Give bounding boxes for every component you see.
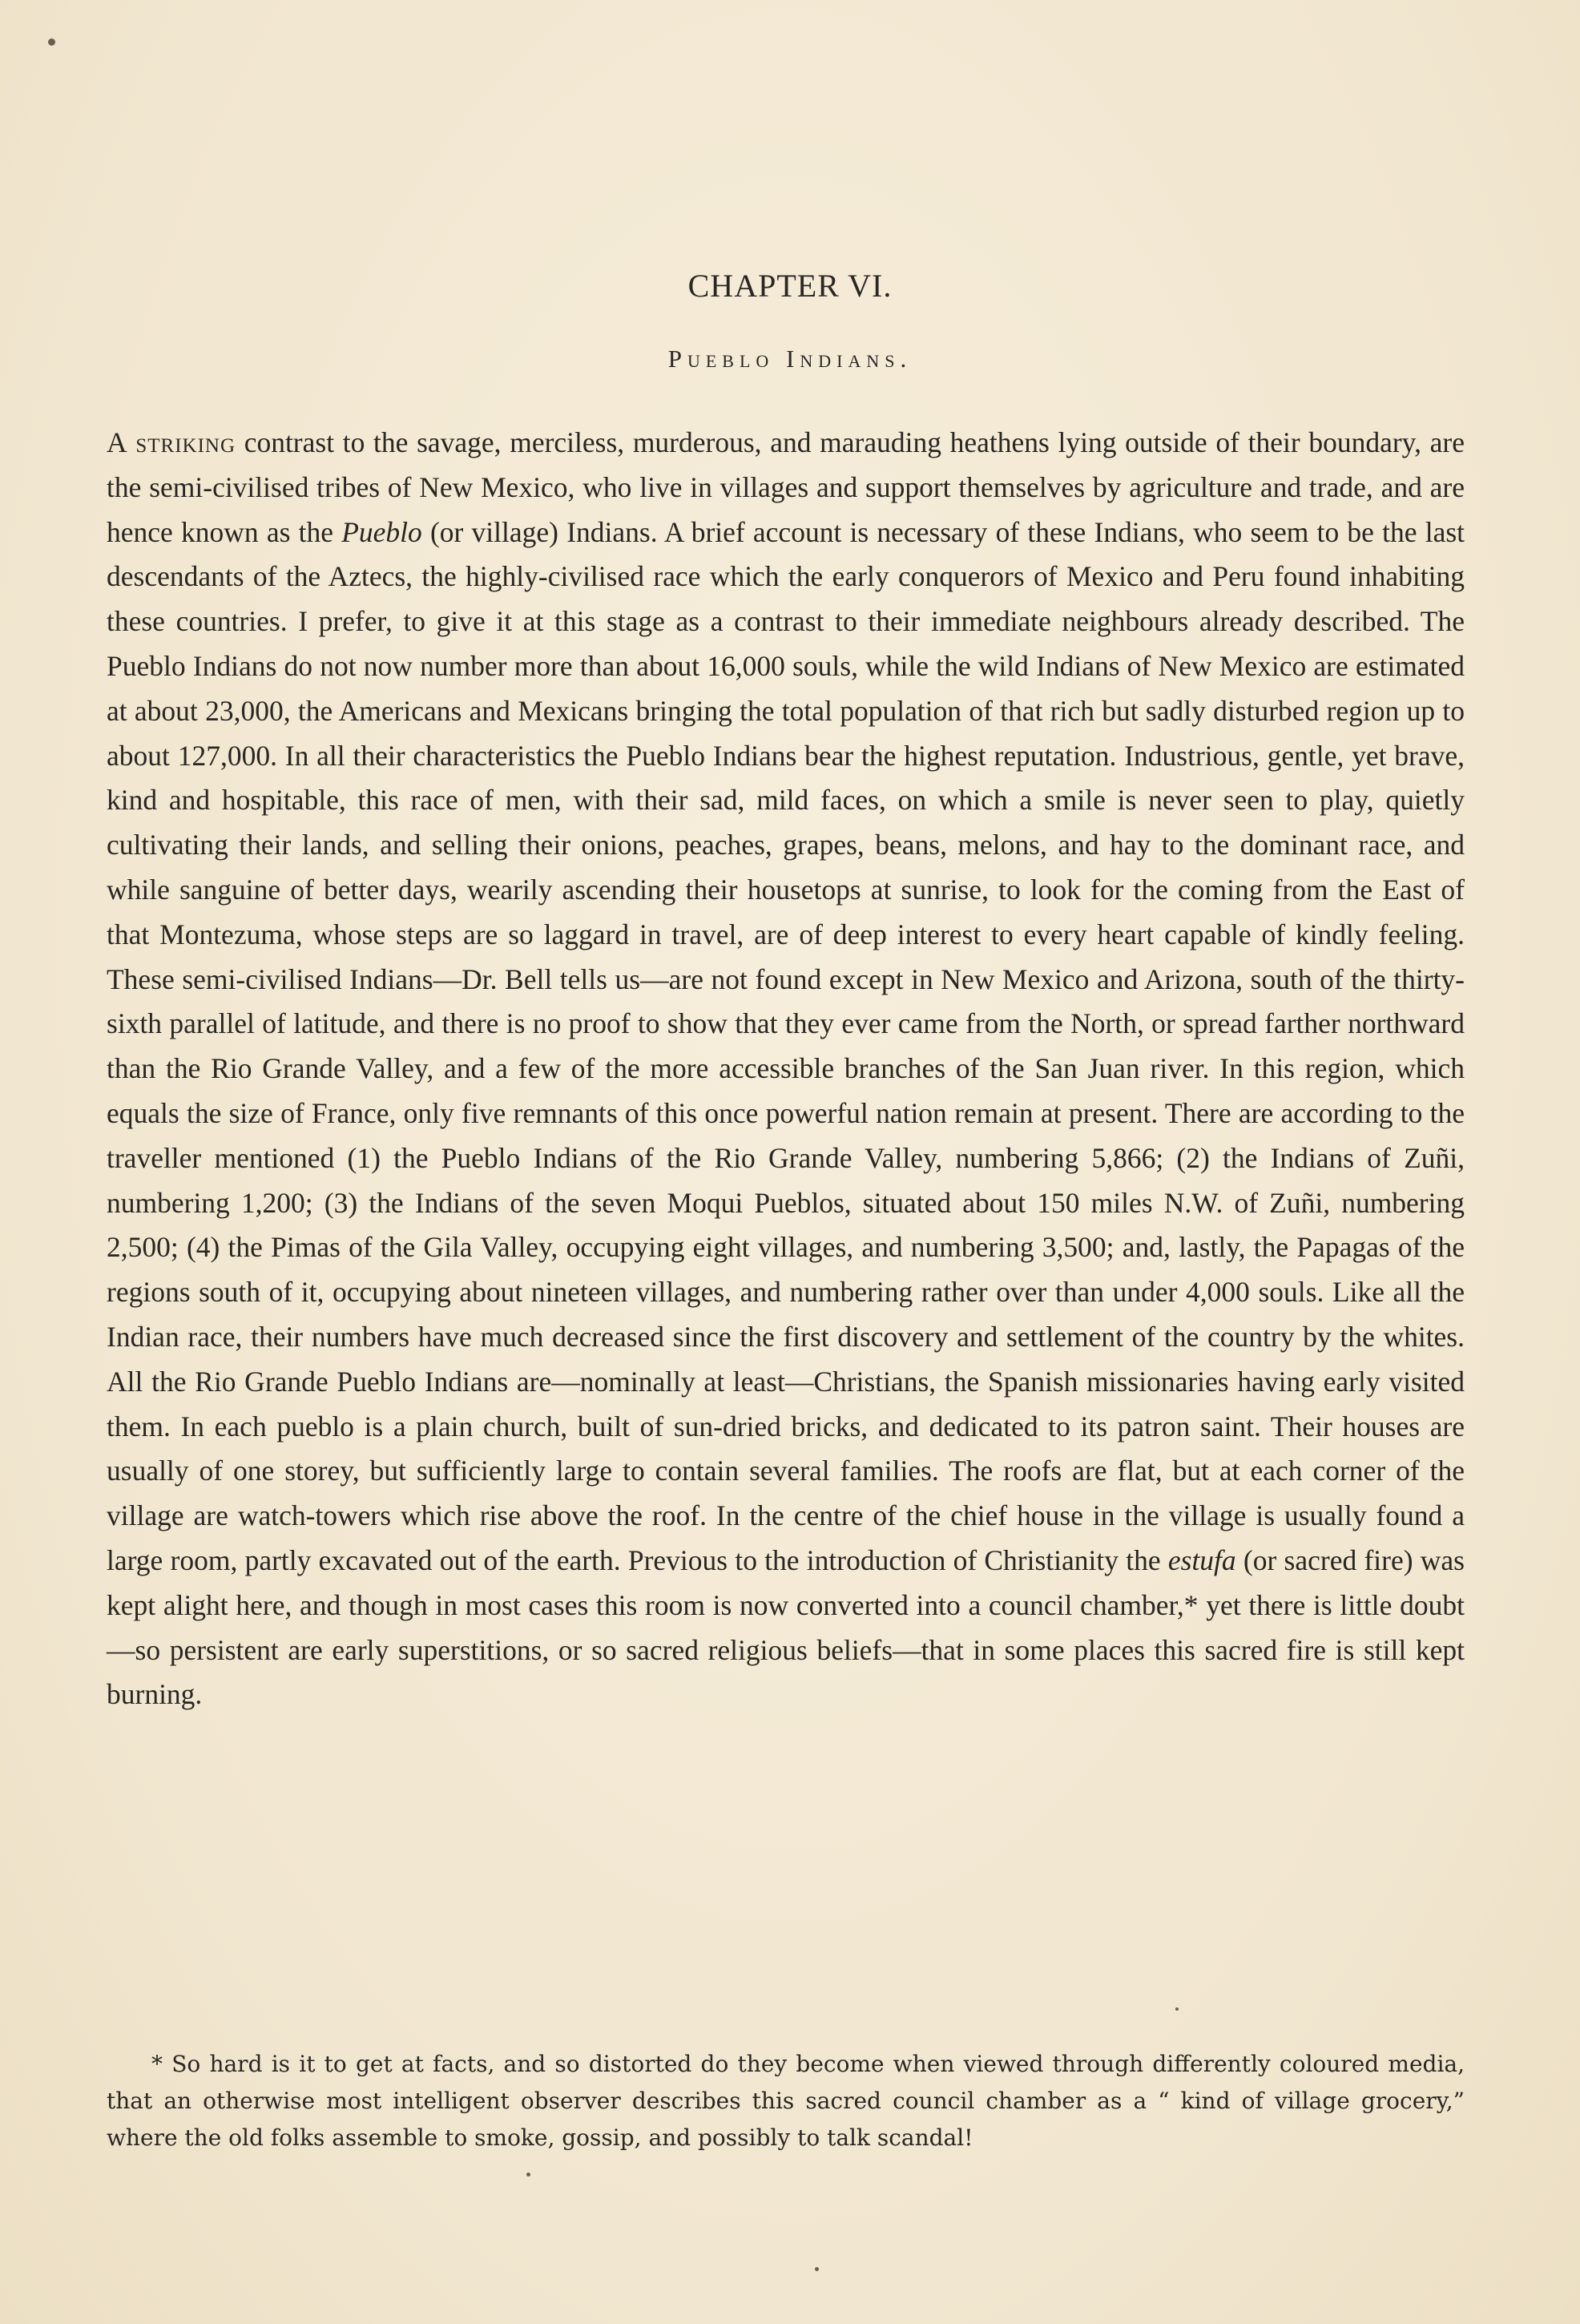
body-paragraph [107, 421, 1465, 1717]
paper-speck [526, 2173, 530, 2177]
italic-term-pueblo: Pueblo [341, 515, 422, 548]
paper-speck [815, 2267, 819, 2271]
body-text-segment: (or sacred fire) was kept alight here, and though in most cases this room is now converted into a council chamber, [107, 1543, 1465, 1621]
body-text-segment: yet there is little doubt—so persistent are early superstitions, or so sacred religious beliefs—that in some places this sacred fire is still kept burning. [107, 1588, 1465, 1711]
lead-word: A striking [107, 426, 236, 458]
paper-speck [1175, 2007, 1179, 2011]
footnote-marker: * [1183, 1588, 1199, 1621]
section-title: Pueblo Indians. [667, 345, 913, 373]
paper-speck [48, 38, 55, 46]
italic-term-estufa: estufa [1167, 1543, 1236, 1576]
chapter-title: CHAPTER VI. [687, 268, 893, 304]
body-text-segment: (or village) Indians. A brief account is necessary of these Indians, who seem to be the last descendants of the Aztecs, the highly-civilised race which the early conquerors of Mexico and Peru found inhabiting these countries. I prefer, to give it at this stage as a contrast to their immediate neighbours already described. The Pueblo Indians do not now number more than about 16,000 souls, while the wild Indians of New Mexico are estimated at about 23,000, the Americans and Mexicans bringing the total population of that rich but sadly disturbed region up to about 127,000. In all their characteristics the Pueblo Indians bear the highest reputation. Industrious, gentle, yet brave, kind and hospitable, this race of men, with their sad, mild faces, on which a smile is never seen to play, quietly cultivating their lands, and selling their onions, peaches, grapes, beans, melons, and hay to the dominant race, and while sanguine of better days, wearily ascending their housetops at sunrise, to look for the coming from the East of that Montezuma, whose steps are so laggard in travel, are of deep interest to every heart capable of kindly feeling. These semi-civilised Indians—Dr. Bell tells us—are not found except in New Mexico and Arizona, south of the thirty-sixth parallel of latitude, and there is no proof to show that they ever came from the North, or spread farther northward than the Rio Grande Valley, and a few of the more accessible branches of the San Juan river. In this region, which equals the size of France, only five remnants of this once powerful nation remain at present. There are according to the traveller mentioned (1) the Pueblo Indians of the Rio Grande Valley, numbering 5,866; (2) the Indians of Zuñi, numbering 1,200; (3) the Indians of the seven Moqui Pueblos, situated about 150 miles N.W. of Zuñi, numbering 2,500; (4) the Pimas of the Gila Valley, occupying eight villages, and numbering 3,500; and, lastly, the Papagas of the regions south of it, occupying about nineteen villages, and numbering rather over than under 4,000 souls. Like all the Indian race, their numbers have much decreased since the first discovery and settlement of the country by the whites. All the Rio Grande Pueblo Indians are—nominally at least—Christians, the Spanish missionaries having early visited them. In each pueblo is a plain church, built of sun-dried bricks, and dedicated to its patron saint. Their houses are usually of one storey, but sufficiently large to contain several families. The roofs are flat, but at each corner of the village are watch-towers which rise above the roof. In the centre of the chief house in the village is usually found a large room, partly excavated out of the earth. Previous to the introduction of Christianity the [107, 515, 1465, 1576]
body-text-segment: contrast to the savage, merciless, murderous, and marauding heathens lying outside of their boundary, are the semi-civilised tribes of New Mexico, who live in villages and support themselves by agriculture and trade, and are hence known as the [107, 426, 1465, 548]
footnote: * So hard is it to get at facts, and so distorted do they become when viewed through differently coloured media, that an otherwise most intelligent observer describes this sacred council chamber as a “ kind of village grocery,” where the old folks assemble to smoke, gossip, and possibly to talk scandal! [107, 2051, 1465, 2151]
